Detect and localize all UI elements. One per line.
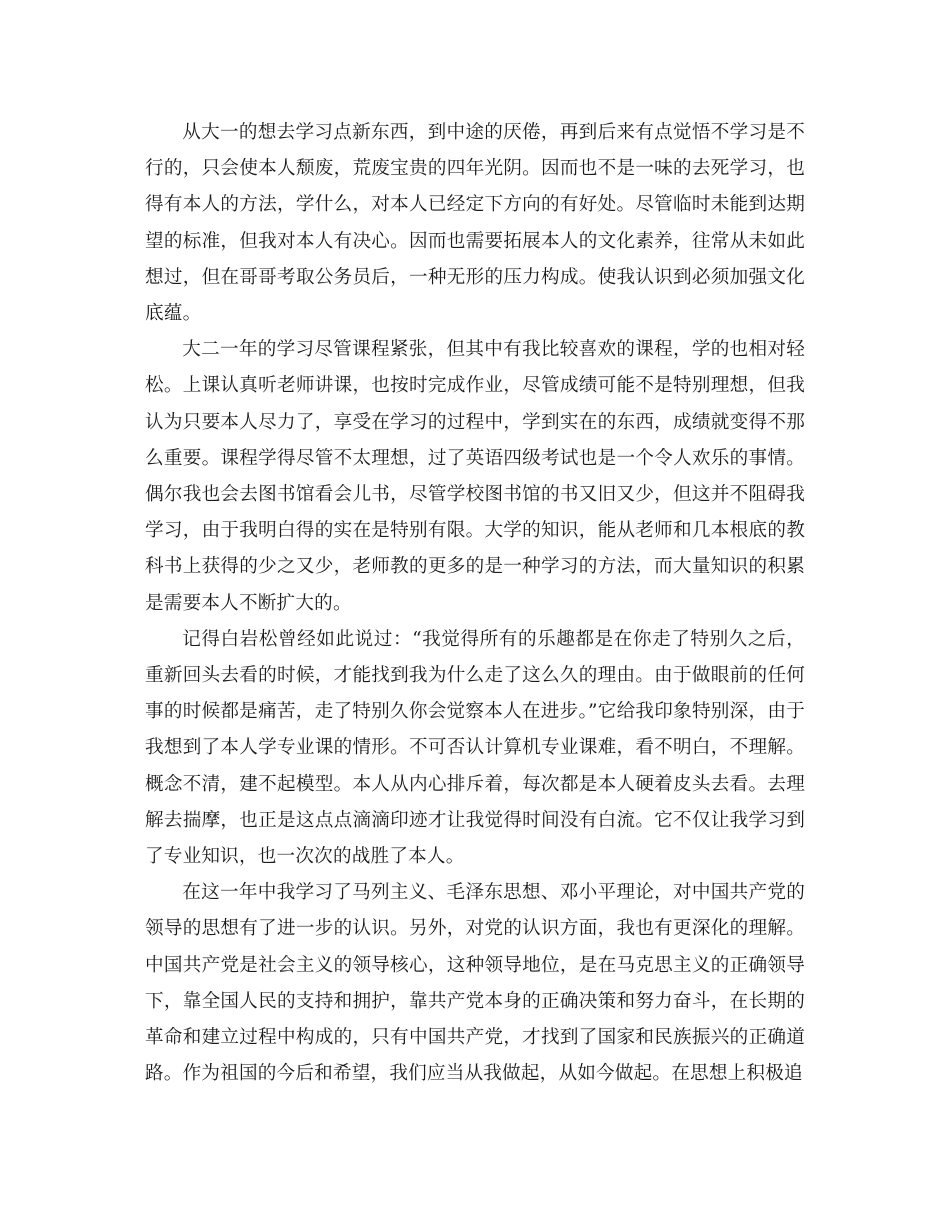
document-page <box>145 115 805 1195</box>
paragraph-1: 从大一的想去学习点新东西，到中途的厌倦，再到后来有点觉悟不学习是不行的，只会使本人颓废，荒废宝贵的四年光阴。因而也不是一味的去死学习，也得有本人的方法，学什么，对本人已经定下方向的有好处。尽管临时未能到达期望的标准，但我对本人有决心。因而也需要拓展本人的文化素养，往常从未如此想过，但在哥哥考取公务员后，一种无形的压力构成。使我认识到必须加强文化底蕴。 <box>145 122 805 325</box>
paragraph-2: 大二一年的学习尽管课程紧张，但其中有我比较喜欢的课程，学的也相对轻松。上课认真听老师讲课，也按时完成作业，尽管成绩可能不是特别理想，但我认为只要本人尽力了，享受在学习的过程中，学到实在的东西，成绩就变得不那么重要。课程学得尽管不太理想，过了英语四级考试也是一个令人欢乐的事情。偶尔我也会去图书馆看会儿书，尽管学校图书馆的书又旧又少，但这并不阻碍我学习，由于我明白得的实在是特别有限。大学的知识，能从老师和几本根底的教科书上获得的少之又少，老师教的更多的是一种学习的方法，而大量知识的积累是需要本人不断扩大的。 <box>145 339 805 614</box>
paragraph-4: 在这一年中我学习了马列主义、毛泽东思想、邓小平理论，对中国共产党的领导的思想有了进一步的认识。另外，对党的认识方面，我也有更深化的理解。中国共产党是社会主义的领导核心，这种领导地位，是在马克思主义的正确领导下，靠全国人民的支持和拥护，靠共产党本身的正确决策和努力奋斗，在长期的革命和建立过程中构成的，只有中国共产党，才找到了国家和民族振兴的正确道路。作为祖国的今后和希望，我们应当从我做起，从如今做起。在思想上积极追 <box>145 882 805 1085</box>
paragraph-3: 记得白岩松曾经如此说过：“我觉得所有的乐趣都是在你走了特别久之后，重新回头去看的时候，才能找到我为什么走了这么久的理由。由于做眼前的任何事的时候都是痛苦，走了特别久你会觉察本人在进步。”它给我印象特别深，由于我想到了本人学专业课的情形。不可否认计算机专业课难，看不明白，不理解。概念不清，建不起模型。本人从内心排斥着，每次都是本人硬着皮头去看。去理解去揣摩，也正是这点点滴滴印迹才让我觉得时间没有白流。它不仅让我学习到了专业知识，也一次次的战胜了本人。 <box>145 628 805 868</box>
